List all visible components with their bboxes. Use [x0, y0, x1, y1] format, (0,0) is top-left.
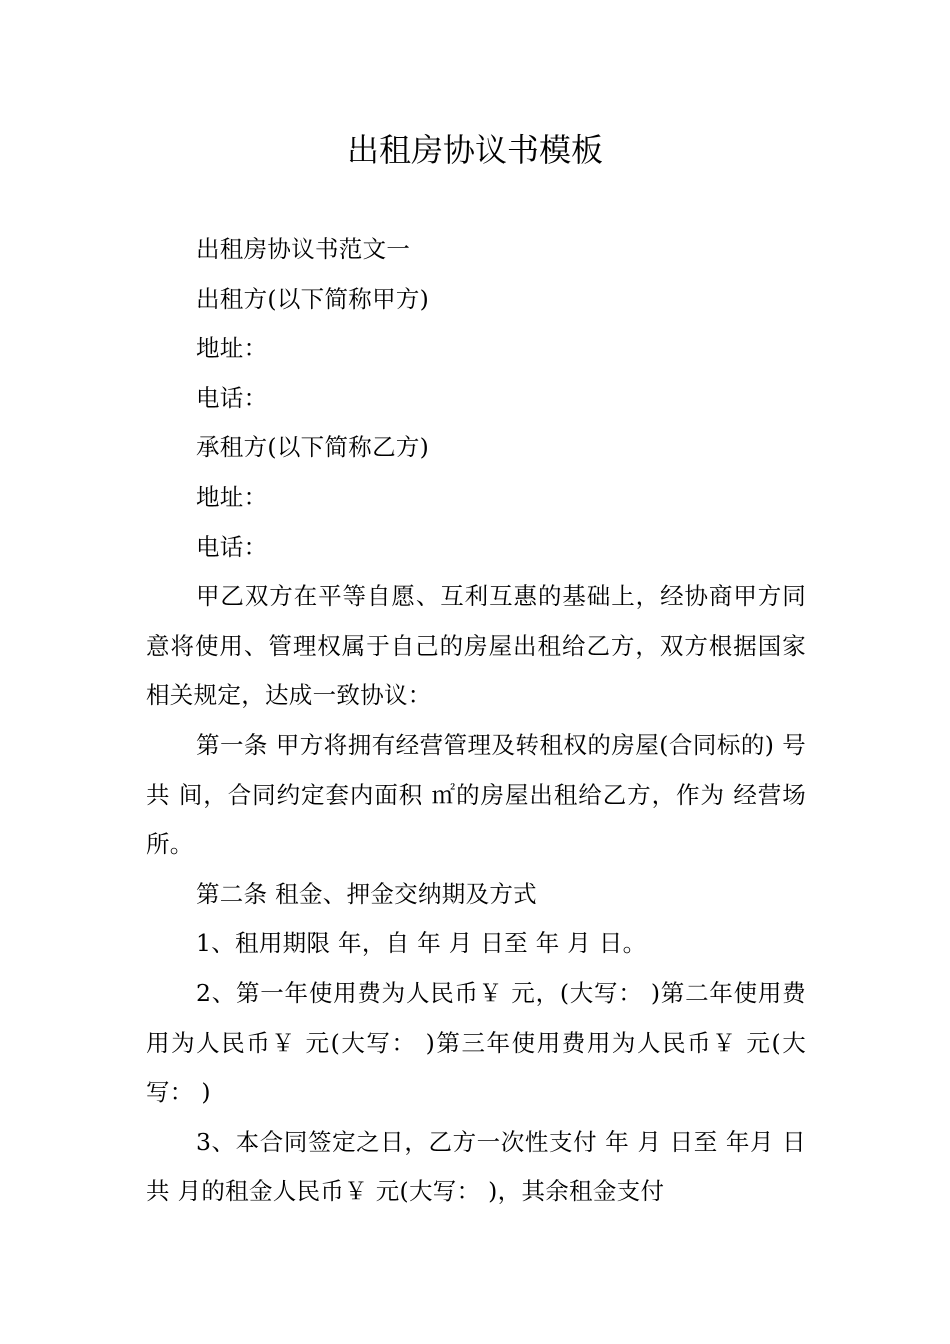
paragraph: 甲乙双方在平等自愿、互利互惠的基础上，经协商甲方同意将使用、管理权属于自己的房屋出租给乙方，双方根据国家相关规定，达成一致协议：	[146, 582, 806, 710]
paragraph: 电话：	[196, 383, 268, 412]
document-body	[146, 225, 806, 1217]
paragraph: 3、本合同签定之日，乙方一次性支付 年 月 日至 年月 日共 月的租金人民币￥ 元(大写： )，其余租金支付	[146, 1127, 806, 1206]
document-title: 出租房协议书模板	[346, 131, 603, 169]
paragraph: 承租方(以下简称乙方)	[196, 433, 430, 462]
paragraph: 1、租用期限 年，自 年 月 日至 年 月 日。	[196, 929, 647, 958]
paragraph: 地址：	[196, 482, 268, 511]
paragraph: 2、第一年使用费为人民币￥ 元，(大写： )第二年使用费用为人民币￥ 元(大写： )第三年使用费用为人民币￥ 元(大写： )	[146, 978, 806, 1107]
paragraph: 地址：	[196, 334, 268, 363]
paragraph: 第二条 租金、押金交纳期及方式	[196, 879, 537, 908]
paragraph: 电话：	[196, 532, 268, 561]
paragraph: 第一条 甲方将拥有经营管理及转租权的房屋(合同标的) 号共 间，合同约定套内面积 ㎡的房屋出租给乙方，作为 经营场所。	[146, 730, 806, 859]
paragraph: 出租方(以下简称甲方)	[196, 284, 430, 313]
paragraph: 出租房协议书范文一	[196, 235, 411, 263]
